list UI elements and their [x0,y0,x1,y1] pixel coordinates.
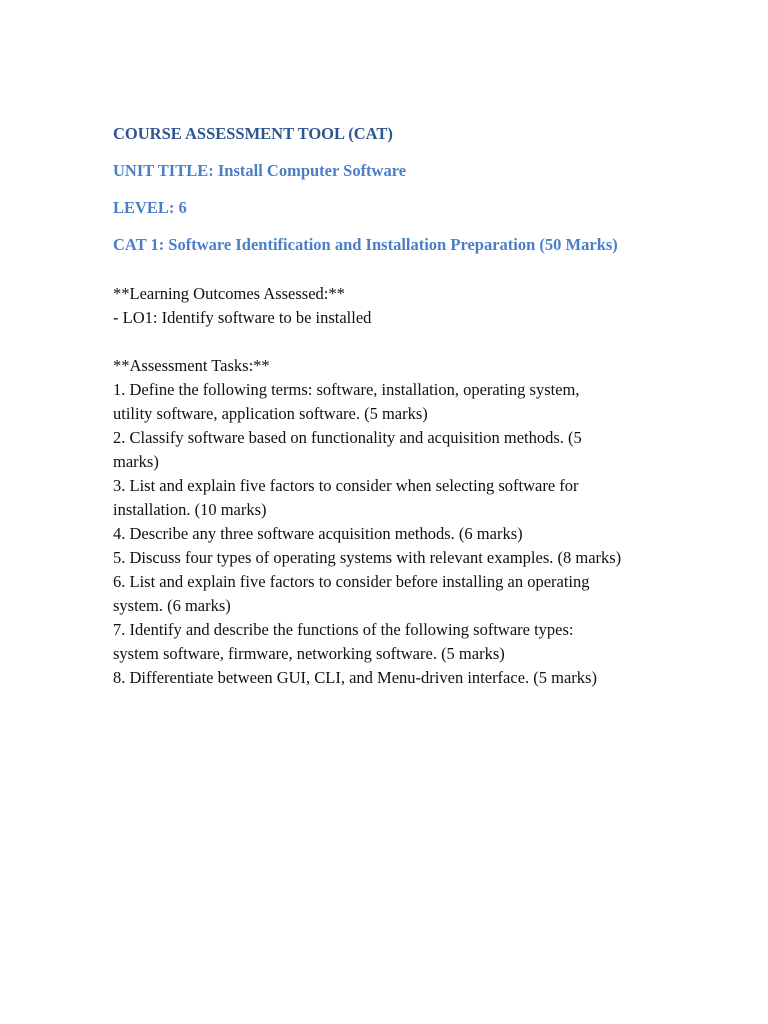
task-line: marks) [113,452,159,471]
task-line: 8. Differentiate between GUI, CLI, and Menu-driven interface. (5 marks) [113,668,597,687]
unit-title: UNIT TITLE: Install Computer Software [113,161,407,180]
learning-outcome-item: - LO1: Identify software to be installed [113,308,372,327]
learning-outcomes-heading: **Learning Outcomes Assessed:** [113,284,345,303]
task-line: installation. (10 marks) [113,500,267,519]
task-line: system software, firmware, networking software. (5 marks) [113,644,505,663]
task-item [113,570,673,618]
task-line: 4. Describe any three software acquisition methods. (6 marks) [113,524,523,543]
document-title: COURSE ASSESSMENT TOOL (CAT) [113,124,393,143]
task-line: 7. Identify and describe the functions of the following software types: [113,620,574,639]
task-line: 3. List and explain five factors to consider when selecting software for [113,476,579,495]
task-line: 5. Discuss four types of operating systems with relevant examples. (8 marks) [113,548,622,567]
task-item [113,546,673,570]
paragraph-spacer [113,330,673,354]
cat-title: CAT 1: Software Identification and Installation Preparation (50 Marks) [113,235,618,254]
task-item [113,618,673,666]
task-line: 1. Define the following terms: software, installation, operating system, [113,380,580,399]
assessment-tasks-heading: **Assessment Tasks:** [113,356,270,375]
task-line: system. (6 marks) [113,596,231,615]
task-line: 2. Classify software based on functionality and acquisition methods. (5 [113,428,582,447]
task-item [113,666,673,690]
task-item [113,426,673,474]
task-line: utility software, application software. (5 marks) [113,404,428,423]
task-item [113,522,673,546]
task-line: 6. List and explain five factors to consider before installing an operating [113,572,590,591]
document-body [113,282,673,690]
level-heading: LEVEL: 6 [113,198,187,217]
task-item [113,378,673,426]
task-item [113,474,673,522]
